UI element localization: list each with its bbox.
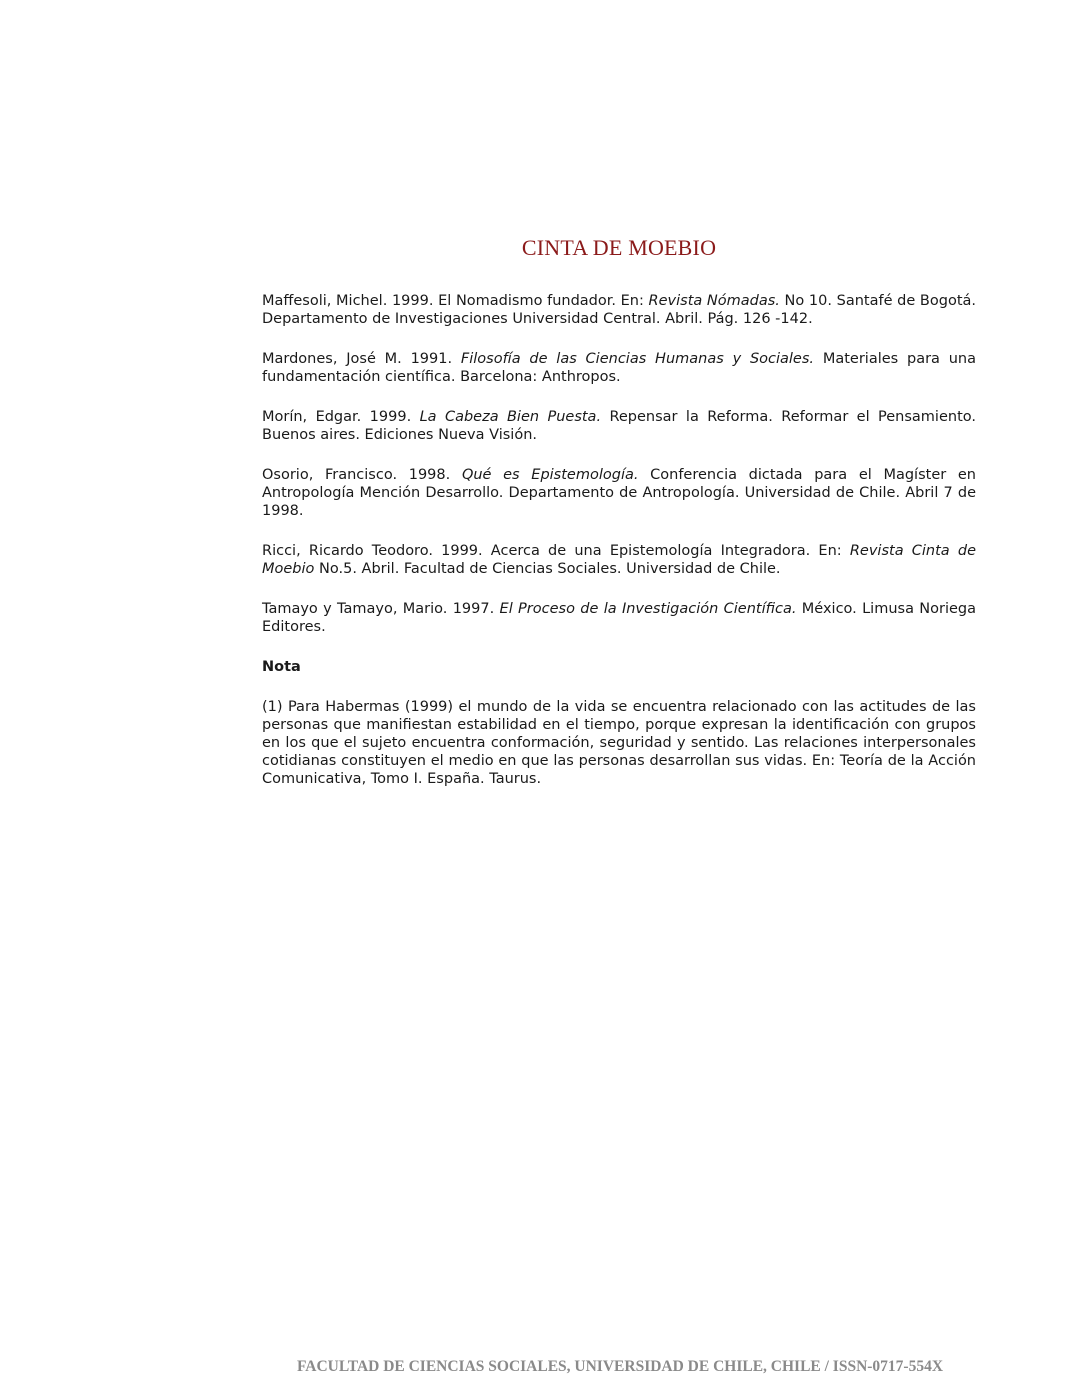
reference-title: Revista Cinta de Moebio <box>262 543 976 577</box>
reference-entry-maffesoli <box>262 292 976 328</box>
reference-entry-tamayo <box>262 600 976 636</box>
reference-title: Filosofía de las Ciencias Humanas y Sociales. <box>460 351 815 367</box>
reference-text: Osorio, Francisco. 1998. <box>262 467 462 483</box>
reference-text: Tamayo y Tamayo, Mario. 1997. <box>262 601 500 617</box>
reference-text: Ricci, Ricardo Teodoro. 1999. Acerca de una Epistemología Integradora. En: <box>262 543 850 559</box>
reference-text: Maffesoli, Michel. 1999. El Nomadismo fundador. En: <box>262 293 649 309</box>
reference-text: Morín, Edgar. 1999. <box>262 409 420 425</box>
reference-title: Qué es Epistemología. <box>461 467 639 483</box>
page-title: CINTA DE MOEBIO <box>521 235 717 260</box>
reference-text: Mardones, José M. 1991. <box>262 351 461 367</box>
main-content <box>262 292 976 810</box>
reference-entry-ricci <box>262 542 976 578</box>
nota-heading: Nota <box>262 659 301 675</box>
reference-entry-mardones <box>262 350 976 386</box>
reference-text: México. Limusa Noriega Editores. <box>262 601 976 635</box>
reference-title: El Proceso de la Investigación Científica. <box>499 601 797 617</box>
page-footer: FACULTAD DE CIENCIAS SOCIALES, UNIVERSIDAD DE CHILE, CHILE / ISSN-0717-554X <box>296 1358 944 1375</box>
reference-title: La Cabeza Bien Puesta. <box>419 409 602 425</box>
reference-text: No 10. Santafé de Bogotá. Departamento de Investigaciones Universidad Central. Abril. Pág. 126 -142. <box>262 293 976 327</box>
reference-text: Repensar la Reforma. Reformar el Pensamiento. Buenos aires. Ediciones Nueva Visión. <box>262 409 976 443</box>
reference-title: Revista Nómadas. <box>648 293 780 309</box>
nota-text: (1) Para Habermas (1999) el mundo de la vida se encuentra relacionado con las actitudes de las personas que manifiestan estabilidad en el tiempo, porque expresan la identificación con grupos en los que el sujeto encuentra conformación, seguridad y sentido. Las relaciones interpersonales cotidianas constituyen el medio en que las personas desarrollan sus vidas. En: Teoría de la Acción Comunicativa, Tomo I. España. Taurus. <box>262 699 976 787</box>
reference-entry-morin <box>262 408 976 444</box>
reference-text: Conferencia dictada para el Magíster en Antropología Mención Desarrollo. Departamento de Antropología. Universidad de Chile. Abril 7 de 1998. <box>262 467 976 519</box>
reference-entry-osorio <box>262 466 976 520</box>
reference-text: No.5. Abril. Facultad de Ciencias Sociales. Universidad de Chile. <box>314 561 781 577</box>
reference-text: Materiales para una fundamentación científica. Barcelona: Anthropos. <box>262 351 976 385</box>
